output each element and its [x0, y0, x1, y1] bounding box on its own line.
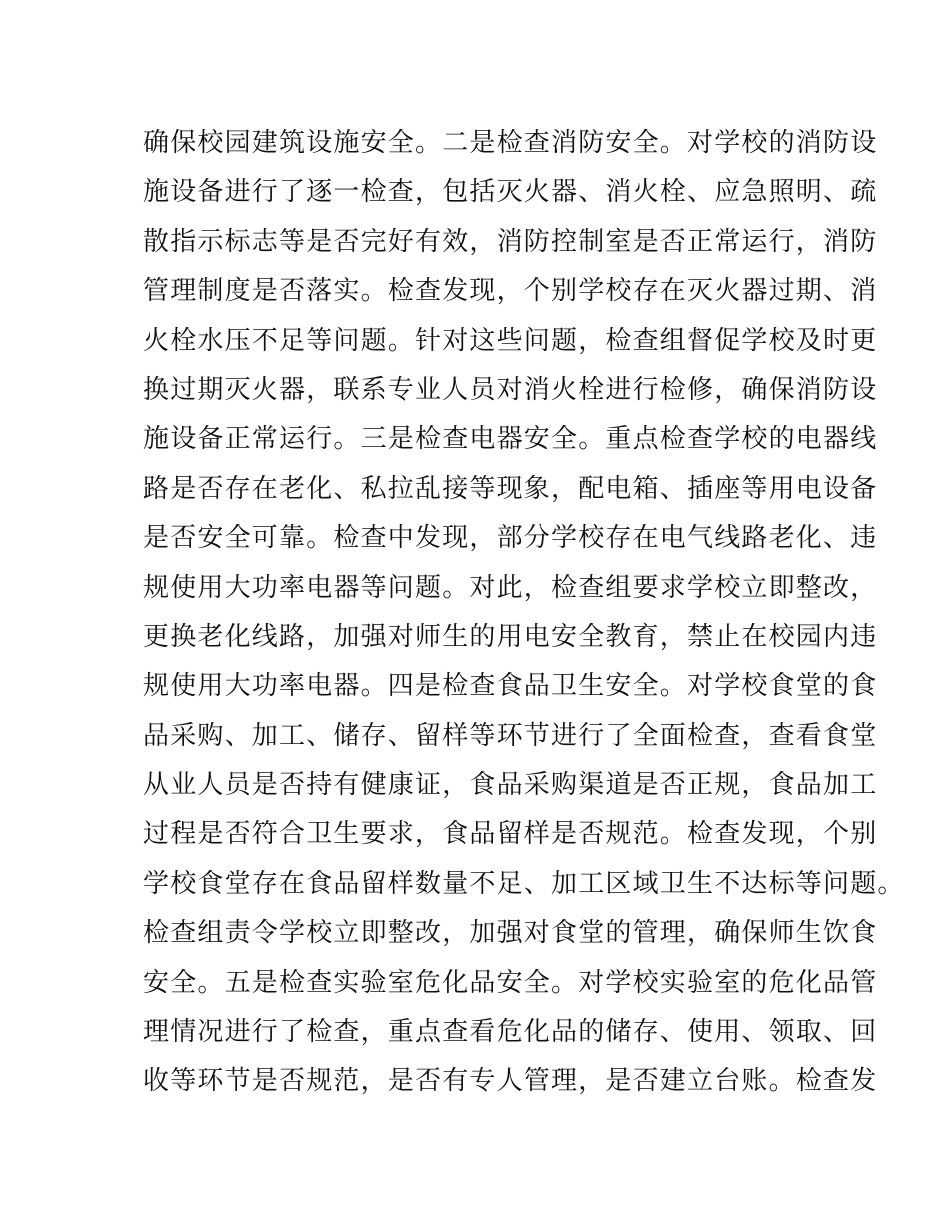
text-line: 散指示标志等是否完好有效，消防控制室是否正常运行，消防: [143, 226, 878, 257]
text-line: 学校食堂存在食品留样数量不足、加工区域卫生不达标等问题。: [143, 868, 905, 899]
text-line: 火栓水压不足等问题。针对这些问题，检查组督促学校及时更: [143, 325, 878, 356]
text-line: 确保校园建筑设施安全。二是检查消防安全。对学校的消防设: [143, 128, 878, 158]
text-line: 从业人员是否持有健康证，食品采购渠道是否正规，食品加工: [143, 770, 878, 801]
text-line: 施设备正常运行。三是检查电器安全。重点检查学校的电器线: [143, 424, 878, 455]
text-line: 安全。五是检查实验室危化品安全。对学校实验室的危化品管: [143, 967, 878, 998]
text-line: 路是否存在老化、私拉乱接等现象，配电箱、插座等用电设备: [143, 473, 878, 504]
text-line: 施设备进行了逐一检查，包括灭火器、消火栓、应急照明、疏: [143, 177, 878, 208]
text-line: 更换老化线路，加强对师生的用电安全教育，禁止在校园内违: [143, 621, 878, 652]
text-line: 规使用大功率电器等问题。对此，检查组要求学校立即整改，: [143, 572, 878, 603]
text-line: 品采购、加工、储存、留样等环节进行了全面检查，查看食堂: [143, 720, 878, 751]
body-paragraph: [143, 119, 905, 1107]
text-line: 检查组责令学校立即整改，加强对食堂的管理，确保师生饮食: [143, 918, 878, 949]
text-line: 规使用大功率电器。四是检查食品卫生安全。对学校食堂的食: [143, 671, 878, 702]
text-line: 收等环节是否规范，是否有专人管理，是否建立台账。检查发: [143, 1066, 878, 1097]
text-line: 理情况进行了检查，重点查看危化品的储存、使用、领取、回: [143, 1017, 878, 1048]
text-line: 过程是否符合卫生要求，食品留样是否规范。检查发现，个别: [143, 819, 878, 850]
text-line: 是否安全可靠。检查中发现，部分学校存在电气线路老化、违: [143, 523, 878, 554]
text-line: 管理制度是否落实。检查发现，个别学校存在灭火器过期、消: [143, 276, 878, 307]
text-line: 换过期灭火器，联系专业人员对消火栓进行检修，确保消防设: [143, 374, 878, 405]
